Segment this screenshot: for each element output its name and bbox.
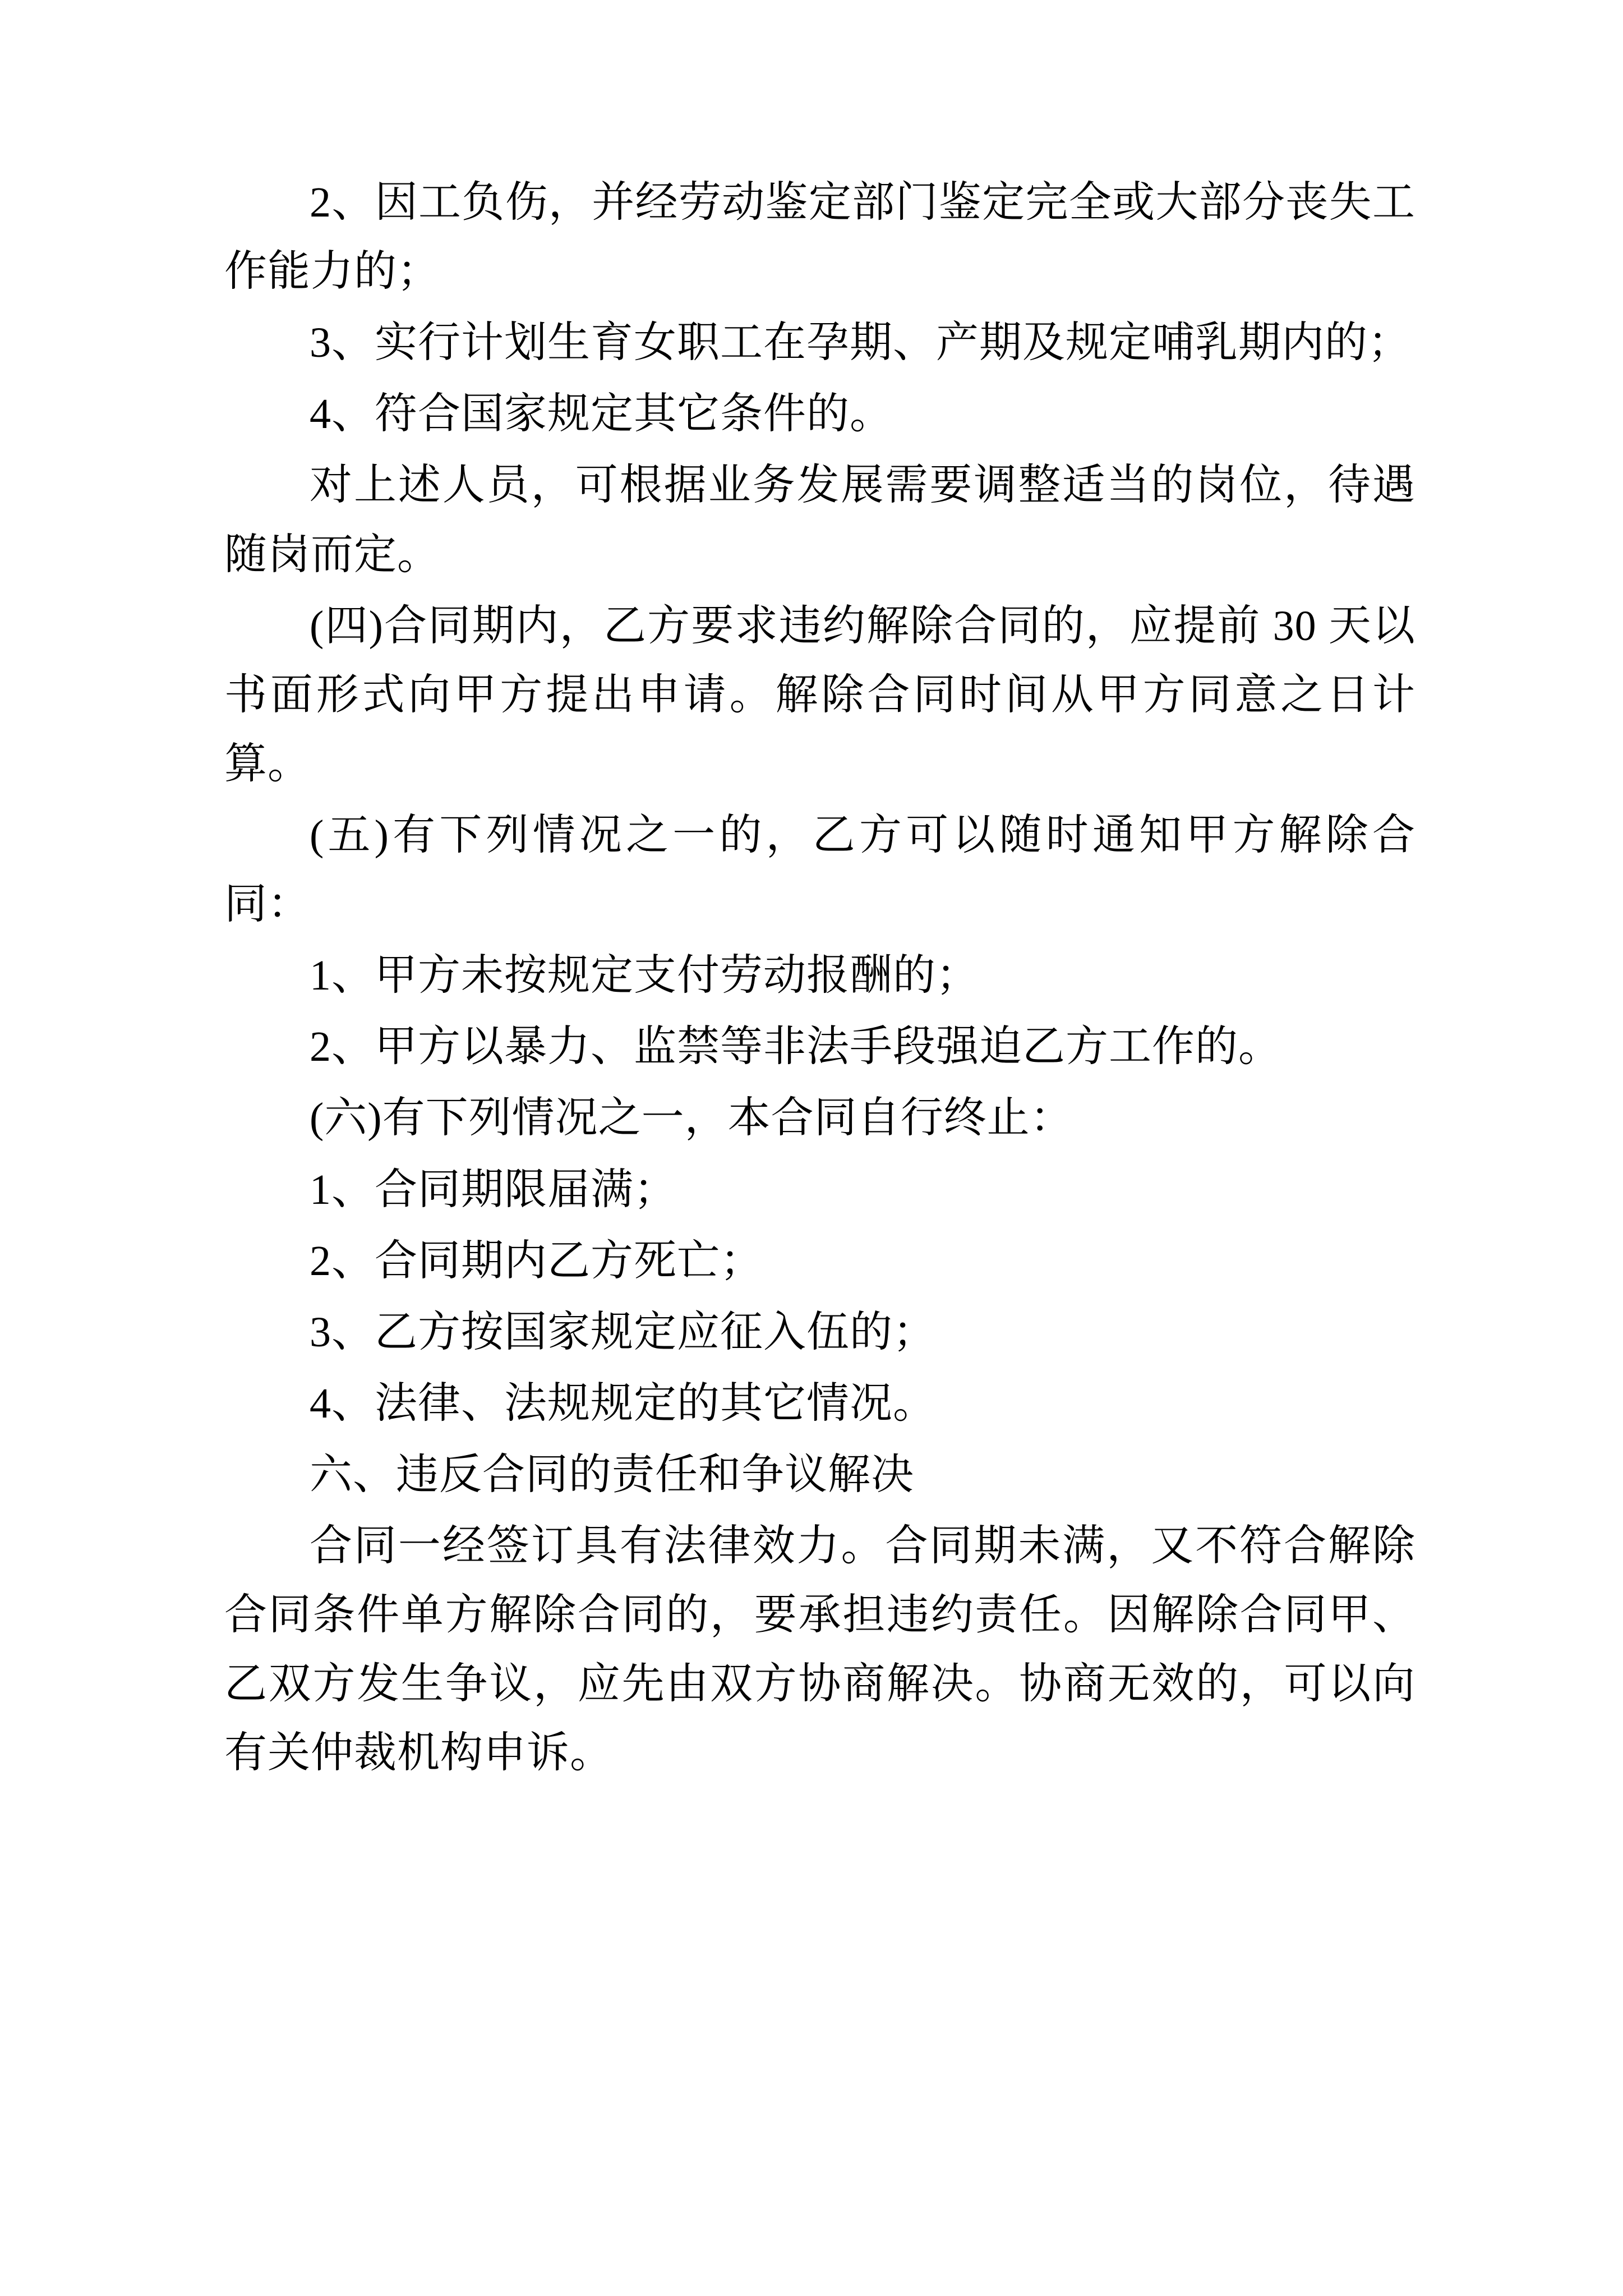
heading-section-six: 六、违反合同的责任和争议解决 xyxy=(310,1451,914,1498)
document-body xyxy=(224,168,1415,1788)
paragraph-item-4-other-conditions: 4、符合国家规定其它条件的。 xyxy=(310,390,893,438)
paragraph-section-6-item-2: 2、合同期内乙方死亡； xyxy=(310,1237,763,1285)
paragraph-section-4-termination-notice: (四)合同期内，乙方要求违约解除合同的，应提前 30 天以书面形式向甲方提出申请。解除合同时间从甲方同意之日计算。 xyxy=(224,602,1415,788)
paragraph-item-2-injury: 2、因工负伤，并经劳动鉴定部门鉴定完全或大部分丧失工作能力的； xyxy=(224,179,1415,296)
paragraph-position-adjustment: 对上述人员，可根据业务发展需要调整适当的岗位，待遇随岗而定。 xyxy=(224,462,1415,578)
paragraph-section-6-item-3: 3、乙方按国家规定应征入伍的； xyxy=(310,1308,936,1356)
paragraph-section-5-item-2: 2、甲方以暴力、监禁等非法手段强迫乙方工作的。 xyxy=(310,1023,1281,1071)
paragraph-section-5-item-1: 1、甲方未按规定支付劳动报酬的； xyxy=(310,952,979,1000)
paragraph-section-6-item-4: 4、法律、法规规定的其它情况。 xyxy=(310,1379,936,1427)
paragraph-section-6-item-1: 1、合同期限届满； xyxy=(310,1166,677,1213)
paragraph-section-6-intro: (六)有下列情况之一，本合同自行终止： xyxy=(310,1094,1073,1142)
paragraph-item-3-maternity: 3、实行计划生育女职工在孕期、产期及规定哺乳期内的； xyxy=(310,319,1411,367)
paragraph-section-5-intro: (五)有下列情况之一的，乙方可以随时通知甲方解除合同： xyxy=(224,811,1415,928)
paragraph-liability-and-dispute: 合同一经签订具有法律效力。合同期未满，又不符合解除合同条件单方解除合同的，要承担违约责任。因解除合同甲、乙双方发生争议，应先由双方协商解决。协商无效的，可以向有关仲裁机构申诉。 xyxy=(224,1522,1415,1777)
